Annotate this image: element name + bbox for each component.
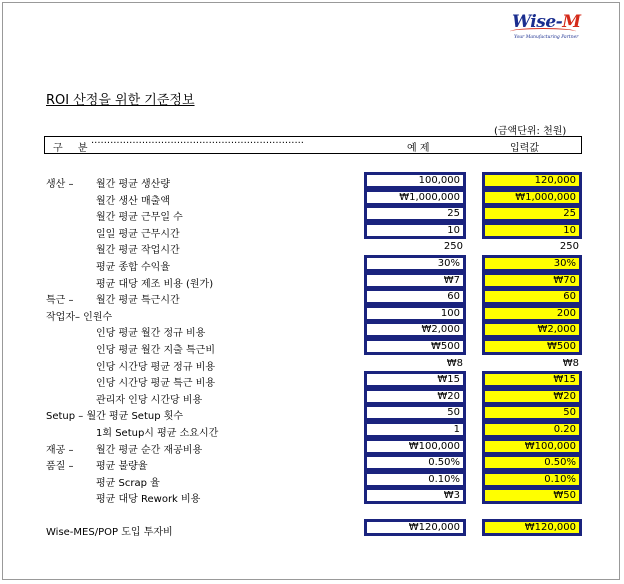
row-label: 월간 평균 특근시간 [96, 295, 180, 306]
input-value-box[interactable]: 0.20 [482, 421, 582, 438]
row-label: 월간 생산 매출액 [96, 196, 170, 207]
header-example: 예 제 [407, 143, 430, 154]
logo-tagline: Your Manufacturing Partner [514, 35, 579, 40]
row-label: 월간 평균 생산량 [96, 179, 170, 190]
row-category: 재공 – [46, 445, 74, 456]
input-value: 250 [559, 241, 579, 252]
row-label: 인당 평균 월간 지출 특근비 [96, 345, 215, 356]
row-label: 평균 불량율 [96, 461, 148, 472]
input-value-box[interactable]: ₩500 [482, 338, 582, 355]
example-value-box: 100 [364, 305, 466, 322]
row-label: 인당 시간당 평균 정규 비용 [96, 362, 215, 373]
example-value-box: ₩100,000 [364, 438, 466, 455]
row-category: 작업자– 인원수 [46, 312, 113, 323]
row-label: 평균 종합 수익율 [96, 262, 170, 273]
logo-swoosh-icon [510, 28, 576, 35]
example-value-box: ₩3 [364, 487, 466, 504]
input-value-box[interactable]: ₩2,000 [482, 321, 582, 338]
page-title: ROI 산정을 위한 기준정보 [46, 93, 195, 108]
investment-example: ₩120,000 [364, 519, 466, 536]
input-value-box[interactable]: ₩70 [482, 272, 582, 289]
row-label: 평균 Scrap 율 [96, 478, 160, 489]
example-value-box: 25 [364, 205, 466, 222]
example-value-box: ₩500 [364, 338, 466, 355]
unit-note: (금액단위: 천원) [494, 126, 567, 137]
row-label: 인당 시간당 평균 특근 비용 [96, 378, 215, 389]
row-label: 월간 평균 순간 재공비용 [96, 445, 203, 456]
wise-m-logo [512, 12, 582, 46]
input-value-box[interactable]: 50 [482, 404, 582, 421]
header-input: 입력값 [510, 143, 539, 154]
header-category: 구 분 [53, 143, 94, 154]
row-category: 품질 – [46, 461, 74, 472]
row-label: 월간 평균 근무일 수 [96, 212, 183, 223]
logo-accent: M [562, 12, 581, 32]
logo-word: Wise- [512, 12, 563, 32]
row-label: 월간 평균 작업시간 [96, 245, 180, 256]
row-label: 1회 Setup시 평균 소요시간 [96, 428, 219, 439]
example-value-box: 60 [364, 288, 466, 305]
example-value-box: ₩1,000,000 [364, 189, 466, 206]
investment-input[interactable]: ₩120,000 [482, 519, 582, 536]
input-value-box[interactable]: 25 [482, 205, 582, 222]
row-category: Setup – 월간 평균 Setup 횟수 [46, 411, 184, 422]
example-value-box: 100,000 [364, 172, 466, 189]
example-value-box: 1 [364, 421, 466, 438]
example-value-box: 0.10% [364, 471, 466, 488]
example-value: ₩8 [446, 358, 463, 369]
row-label: 일일 평균 근무시간 [96, 229, 180, 240]
investment-label: Wise-MES/POP 도입 투자비 [46, 527, 173, 538]
input-value-box[interactable]: 200 [482, 305, 582, 322]
input-value-box[interactable]: 30% [482, 255, 582, 272]
table-header [44, 136, 582, 154]
input-value-box[interactable]: ₩100,000 [482, 438, 582, 455]
input-value-box[interactable]: ₩50 [482, 487, 582, 504]
row-label: 평균 대당 제조 비용 (원가) [96, 279, 214, 290]
input-value: ₩8 [562, 358, 579, 369]
example-value-box: 0.50% [364, 454, 466, 471]
example-value: 250 [443, 241, 463, 252]
row-category: 생산 – [46, 179, 74, 190]
example-value-box: 10 [364, 222, 466, 239]
example-value-box: ₩7 [364, 272, 466, 289]
example-value-box: 50 [364, 404, 466, 421]
input-value-box[interactable]: 120,000 [482, 172, 582, 189]
row-label: 관리자 인당 시간당 비용 [96, 395, 203, 406]
example-value-box: 30% [364, 255, 466, 272]
input-value-box[interactable]: 10 [482, 222, 582, 239]
input-value-box[interactable]: ₩20 [482, 388, 582, 405]
row-label: 평균 대당 Rework 비용 [96, 494, 201, 505]
header-dots: ··································································· [91, 138, 304, 149]
row-category: 특근 – [46, 295, 74, 306]
input-value-box[interactable]: 60 [482, 288, 582, 305]
example-value-box: ₩2,000 [364, 321, 466, 338]
row-label: 인당 평균 월간 정규 비용 [96, 328, 206, 339]
input-value-box[interactable]: 0.10% [482, 471, 582, 488]
input-value-box[interactable]: ₩15 [482, 371, 582, 388]
input-value-box[interactable]: 0.50% [482, 454, 582, 471]
input-value-box[interactable]: ₩1,000,000 [482, 189, 582, 206]
example-value-box: ₩20 [364, 388, 466, 405]
example-value-box: ₩15 [364, 371, 466, 388]
